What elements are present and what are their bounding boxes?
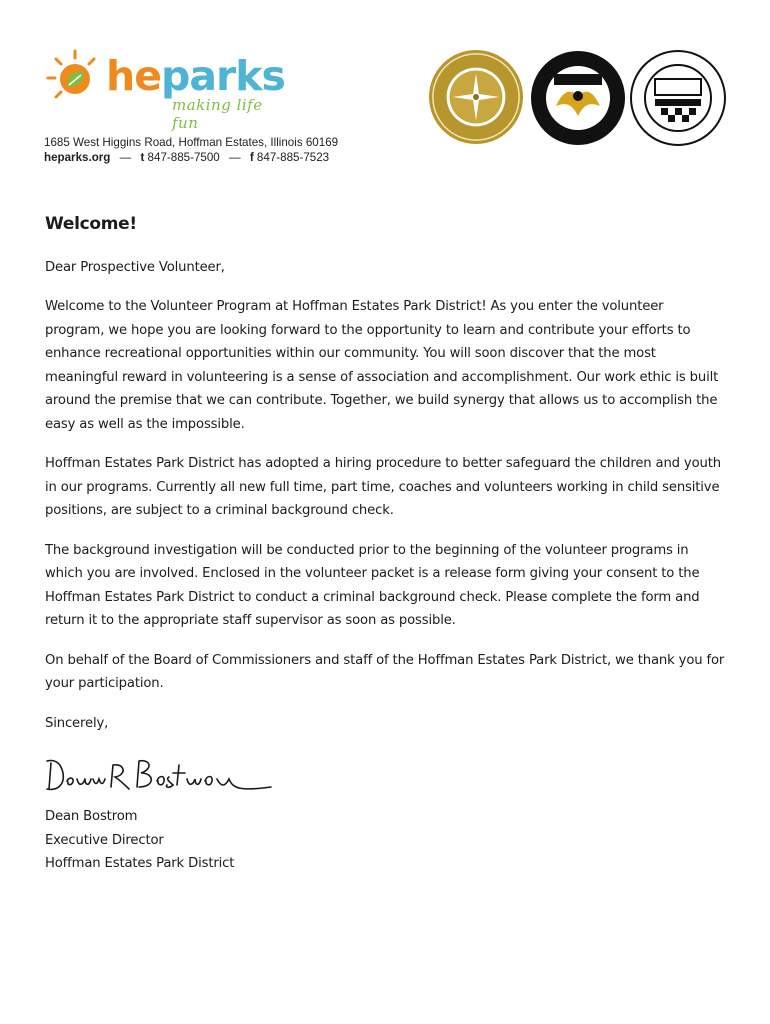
signer-name: Dean Bostrom: [45, 809, 138, 824]
paragraph-4: On behalf of the Board of Commissioners and staff of the Hoffman Estates Park District, we thank you for your participation.: [45, 652, 725, 691]
heparks-logo: [44, 48, 285, 132]
letter-title: Welcome!: [45, 214, 137, 234]
signer-org: Hoffman Estates Park District: [45, 856, 235, 871]
logo-he: he: [106, 52, 161, 100]
logo-wordmark: [106, 52, 285, 100]
capra-seal: [628, 46, 728, 146]
signer-title: Executive Director: [45, 832, 164, 848]
paragraph-1: Welcome to the Volunteer Program at Hoffman Estates Park District! As you enter the volunteer program, we hope you are looking forward to the opportunity to learn and contribute your efforts to enhance recreational opportunities within our community. You will soon discover that the most meaningful reward in volunteering is a sense of association and accomplishment. Our work ethic is built around the premise that we can contribute. Together, we build synergy that allows us to accomplish the easy as well as the impossible.: [45, 299, 719, 432]
signature: [41, 751, 281, 799]
contact-line: [44, 150, 329, 165]
iapd-ipra-seal: [528, 46, 628, 146]
closing: Sincerely,: [45, 715, 109, 731]
sun-leaf-icon: [44, 48, 106, 110]
phone-number: 847-885-7500: [147, 151, 220, 164]
logo-tagline: making life fun: [172, 96, 263, 132]
letter-body: [45, 213, 725, 876]
separator: —: [228, 151, 241, 164]
gold-medal-seal: [427, 48, 525, 146]
address-line: 1685 West Higgins Road, Hoffman Estates, Illinois 60169: [44, 136, 339, 149]
salutation: Dear Prospective Volunteer,: [45, 259, 225, 275]
signer-block: [45, 805, 725, 876]
fax-number: 847-885-7523: [256, 151, 330, 164]
website-link[interactable]: heparks.org: [44, 151, 111, 164]
phone-label: t: [140, 151, 145, 164]
logo-parks: parks: [161, 52, 285, 100]
paragraph-3: The background investigation will be conducted prior to the beginning of the volunteer programs in which you are involved. Enclosed in the volunteer packet is a release form giving your consent to the Hoffman Estates Park District to conduct a criminal background check. Please complete the form and return it to the appropriate staff supervisor as soon as possible.: [45, 542, 700, 628]
fax-label: f: [249, 151, 254, 164]
paragraph-2: Hoffman Estates Park District has adopted a hiring procedure to better safeguard the children and youth in our programs. Currently all new full time, part time, coaches and volunteers working in child sensitive positions, are subject to a criminal background check.: [45, 456, 721, 518]
separator: —: [119, 151, 132, 164]
